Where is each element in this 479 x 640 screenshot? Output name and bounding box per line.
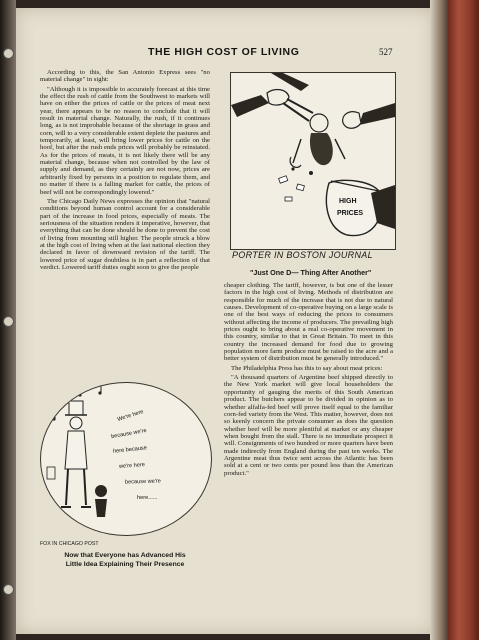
- song-line: because we're: [124, 478, 162, 486]
- left-text-column: [40, 69, 210, 376]
- paragraph: According to this, the San Antonio Express sees "no material change" in sight:: [40, 69, 210, 84]
- binding-hole: [3, 48, 14, 59]
- cartoon-caption: [40, 551, 210, 569]
- label-high: HIGH: [339, 198, 357, 205]
- right-text-column: [224, 282, 393, 586]
- song-line: we're here: [118, 462, 146, 470]
- page-title: THE HIGH COST OF LIVING: [148, 46, 300, 58]
- cartoon-credit: PORTER IN BOSTON JOURNAL: [232, 250, 373, 260]
- cartoon-illustration: [231, 73, 395, 249]
- binding-hole: [3, 584, 14, 595]
- caption-line: Now that Everyone has Advanced His: [64, 552, 186, 559]
- paragraph: The Philadelphia Press has this to say about meat prices:: [231, 364, 383, 372]
- cartoon-credit: FOX IN CHICAGO POST: [40, 541, 99, 547]
- page-number: 527: [379, 47, 393, 57]
- paragraph: "A thousand quarters of Argentine beef shipped directly to the New York market will give local householders the opportunity of gauging the merits of this South American product. The butchers appear to be divided in opinion as to whether alfalfa-fed beef will prove itself equal to the familiar corn-fed variety from the West. This matter, however, does not so keenly concern the private consumer as does the question whether beef will be more plentiful at market or any cheaper when bought from the stall. There is no immediate prospect it will. Consignments of two hundred or more quarters have been made indirectly from England during the past ten weeks. The Argentine meat thus twice sent across the Atlantic has been sold at a cent or two cents per pound less than the American product.": [224, 374, 393, 477]
- cartoon-we-are-here: [40, 382, 212, 536]
- book-cover-edge: [448, 0, 479, 640]
- song-line: here because: [112, 445, 148, 455]
- paragraph: cheaper clothing. The tariff, however, is but one of the lesser factors in the high cost of living. Methods of distribution are responsible for much of the increase that is not due to natural causes. Development of co-operative buying on a large scale is one of the best ways of reducing the prices to consumers without affecting the income of producers. The prevailing high prices ought to bring about a real co-operative movement in this country, similar to that in Great Britain. To meet in this country the increased demand for food due to growing population more farm produce must be raised to the acre and a better system of distribution must be generally introduced.": [224, 282, 393, 363]
- paragraph: "Although it is impossible to accurately forecast at this time the effect the rush of cattle from the Southwest to markets will have on either the prices of cattle or the prices of meat next year, there appears to be no reason to conclude that it will result in material change. Naturally, the rush, if it continues long, as is not improbable because of the shortage in grass and corn, will to a very considerable extent deplete the pastures and temporarily, at least, will bring lower prices for cattle on the hoof, but after the rush ends prices will probably be reinstated. As for the prices of meats, it is not likely there will be any material change, because when not controlled by the law of supply and demand, as they certainly are not now, prices are arbitrarily fixed by persons in a position to regulate them, and no matter if there is a falling market for cattle, the prices of beef will not be correspondingly lowered.": [40, 85, 210, 196]
- caption-line: Little Idea Explaining Their Presence: [65, 561, 185, 568]
- page-edge-shadow: [430, 0, 450, 640]
- page-header: [16, 46, 434, 62]
- cartoon-caption: "Just One D— Thing After Another": [250, 268, 372, 277]
- paragraph: The Chicago Daily News expresses the opinion that "natural conditions beyond human control account for a considerable part of the increase in food prices, especially of meats. The seriousness of the situation renders it imperative, however, that everything that can be done should be done to prevent the cost of living from mounting still higher. The people struck a blow at the high cost of living when at the last national election they declared in favor of downward revision of the tariff. The lowered price of sugar doubtless is in part a reflection of that verdict. Lowered tariff duties ought soon to give the people: [40, 197, 210, 271]
- song-line: here......: [137, 495, 158, 501]
- label-prices: PRICES: [337, 210, 364, 217]
- cartoon-illustration: [41, 383, 211, 535]
- binding-hole: [3, 316, 14, 327]
- song-line: because we're: [110, 427, 148, 441]
- song-line: We're here: [116, 408, 145, 424]
- cartoon-high-prices: [230, 72, 396, 250]
